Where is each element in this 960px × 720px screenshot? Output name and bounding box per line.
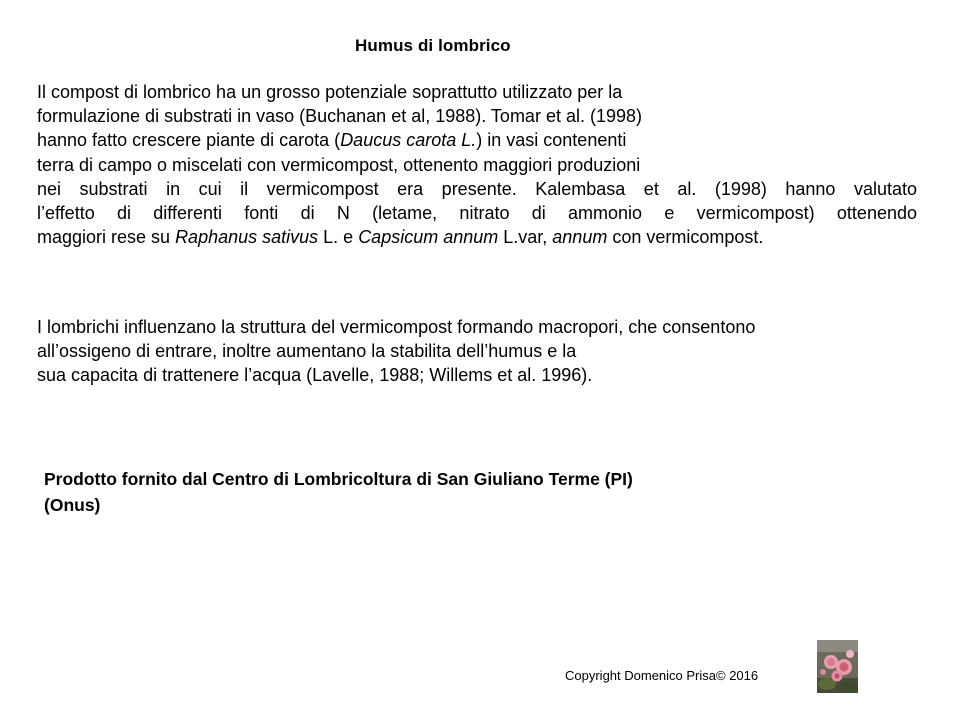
copyright-notice: Copyright Domenico Prisa© 2016 [565,668,759,683]
paragraph-1-line-7-a: maggiori rese su [37,227,176,248]
paragraph-1-line-7-b: L. e [318,227,359,248]
product-credit [44,466,633,518]
paragraph-1-line-1: Il compost di lombrico ha un grosso potenziale soprattutto utilizzato per la [37,82,623,102]
paragraph-1-line-3 [37,128,917,152]
annum-italic: annum [552,227,608,248]
paragraph-1-line-3-text: hanno fatto crescere piante di carota ( [37,130,341,151]
paragraph-1-line-3-end: ) in vasi contenenti [476,130,627,151]
paragraph-1-line-7 [37,225,917,249]
capsicum-annum-italic: Capsicum annum [358,227,499,248]
paragraph-1-line-7-d: con vermicompost. [607,227,764,248]
raphanus-sativus-italic: Raphanus sativus [175,227,319,248]
paragraph-1-line-6: l’effetto di differenti fonti di N (letame, nitrato di ammonio e vermicompost) ottenendo [37,203,917,224]
product-credit-line-2: (Onus) [44,495,101,515]
flower-photo-thumbnail [817,640,858,693]
paragraph-2-line-2: all’ossigeno di entrare, inoltre aumentano la stabilita dell’humus e la [37,341,577,362]
paragraph-1-line-4: terra di campo o miscelati con vermicompost, ottenento maggiori produzioni [37,154,641,175]
daucus-carota-italic: Daucus carota L. [340,130,477,151]
paragraph-2 [37,315,917,388]
slide-title: Humus di lombrico [355,36,511,55]
paragraph-1-line-5: nei substrati in cui il vermicompost era presente. Kalembasa et al. (1998) hanno valutato [37,178,917,199]
paragraph-1-line-7-c: L.var, [498,227,553,248]
paragraph-2-line-1: I lombrichi influenzano la struttura del vermicompost formando macropori, che consentono [37,317,756,337]
paragraph-2-line-3: sua capacita di trattenere l’acqua (Lavelle, 1988; Willems et al. 1996). [37,365,593,386]
paragraph-1-line-2: formulazione di substrati in vaso (Buchanan et al, 1988). Tomar et al. (1998) [37,106,642,127]
paragraph-1 [37,80,917,249]
product-credit-line-1: Prodotto fornito dal Centro di Lombricoltura di San Giuliano Terme (PI) [44,469,633,489]
